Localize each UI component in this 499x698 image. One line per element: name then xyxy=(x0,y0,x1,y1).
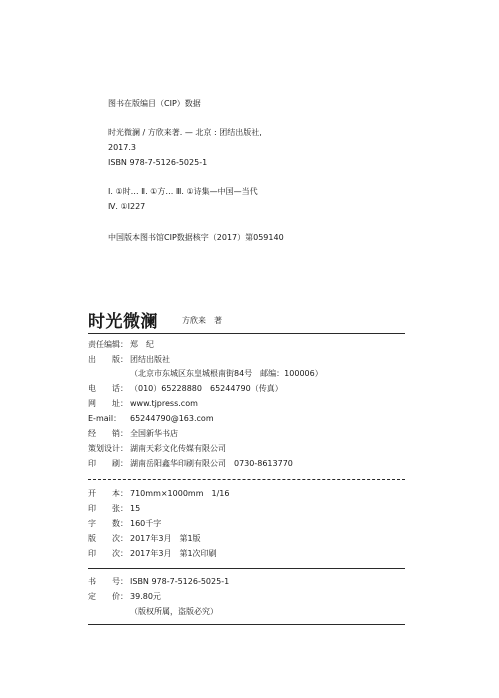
spec-row xyxy=(88,489,229,499)
info-value: （010）65228880 65244790（传真） xyxy=(130,384,283,393)
isbn-label: 定 价： xyxy=(88,592,128,601)
info-value: 湖南天彩文化传媒有限公司 xyxy=(130,444,226,453)
spec-row xyxy=(88,519,161,529)
info-value: 郑 纪 xyxy=(130,340,154,349)
info-row xyxy=(88,444,226,454)
divider-middle xyxy=(88,568,405,569)
info-value: 团结出版社 xyxy=(130,355,170,364)
info-row xyxy=(88,369,323,379)
cip-heading: 图书在版编目（CIP）数据 xyxy=(108,99,201,108)
cip-classification: Ⅳ. ①I227 xyxy=(108,202,146,211)
isbn-row xyxy=(88,592,161,602)
spec-value: 160千字 xyxy=(130,519,162,528)
cip-record: 中国版本图书馆CIP数据核字（2017）第059140 xyxy=(108,233,284,242)
info-row xyxy=(88,429,178,439)
info-label: E-mail： xyxy=(88,414,122,423)
isbn-row xyxy=(88,607,218,617)
info-value: 湖南岳阳鑫华印刷有限公司 0730-8613770 xyxy=(130,459,293,468)
info-label: 电 话： xyxy=(88,384,128,393)
spec-value: 2017年3月 第1次印刷 xyxy=(130,549,217,558)
info-value: 全国新华书店 xyxy=(130,429,178,438)
spec-label: 印 次： xyxy=(88,549,128,558)
cip-line: 时光微澜 / 方欣来著. — 北京 : 团结出版社, xyxy=(108,128,262,137)
cip-classification: Ⅰ. ①时… Ⅱ. ①方… Ⅲ. ①诗集—中国—当代 xyxy=(108,187,258,196)
info-row xyxy=(88,384,283,394)
info-label: 经 销： xyxy=(88,429,128,438)
spec-label: 开 本： xyxy=(88,489,128,498)
isbn-row xyxy=(88,577,229,587)
book-author: 方欣来 著 xyxy=(182,316,222,325)
info-label: 策划设计： xyxy=(88,444,128,453)
info-label: 网 址： xyxy=(88,399,128,408)
info-row xyxy=(88,414,214,424)
isbn-value: ISBN 978-7-5126-5025-1 xyxy=(130,577,230,586)
spec-value: 15 xyxy=(130,504,141,513)
cip-line: ISBN 978-7-5126-5025-1 xyxy=(108,158,208,167)
spec-row xyxy=(88,504,140,514)
spec-label: 版 次： xyxy=(88,534,128,543)
divider-dashed xyxy=(88,479,405,480)
info-value: （北京市东城区东皇城根南街84号 邮编：100006） xyxy=(130,369,323,378)
info-value: www.tjpress.com xyxy=(130,399,198,408)
info-label: 印 刷： xyxy=(88,459,128,468)
isbn-label: 书 号： xyxy=(88,577,128,586)
divider-bottom xyxy=(88,624,405,625)
info-row xyxy=(88,340,154,350)
cip-line: 2017.3 xyxy=(108,143,136,152)
divider-top xyxy=(88,333,405,334)
isbn-value: 39.80元 xyxy=(130,592,161,601)
info-row xyxy=(88,355,170,365)
spec-value: 2017年3月 第1版 xyxy=(130,534,201,543)
copyright-notice: （版权所属，盗版必究） xyxy=(130,607,218,616)
spec-value: 710mm×1000mm 1/16 xyxy=(130,489,230,498)
info-row xyxy=(88,459,293,469)
info-value: 65244790@163.com xyxy=(130,414,214,423)
spec-row xyxy=(88,534,201,544)
info-label: 责任编辑： xyxy=(88,340,128,349)
info-row xyxy=(88,399,198,409)
book-title: 时光微澜 xyxy=(88,312,158,332)
spec-label: 印 张： xyxy=(88,504,128,513)
spec-label: 字 数： xyxy=(88,519,128,528)
spec-row xyxy=(88,549,217,559)
info-label: 出 版： xyxy=(88,355,128,364)
